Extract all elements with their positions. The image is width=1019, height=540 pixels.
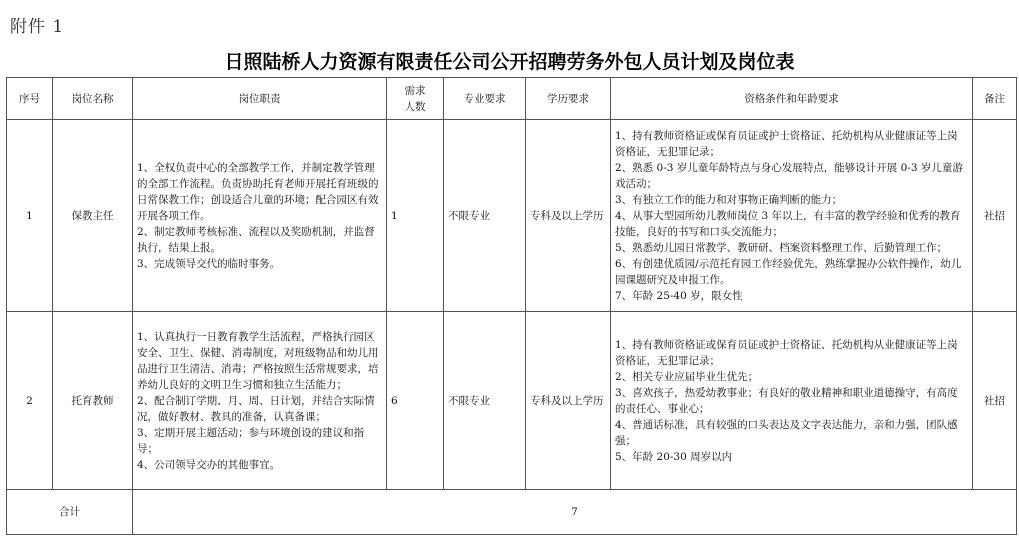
- duty-item: 3、定期开展主题活动；参与环境创设的建议和指导；: [137, 426, 365, 455]
- qualification-item: 7、年龄 25-40 岁，限女性: [615, 289, 743, 302]
- qualification-item: 4、普通话标准，具有较强的口头表达及文字表达能力，亲和力强，团队感强；: [615, 418, 958, 447]
- document-title: 日照陆桥人力资源有限责任公司公开招聘劳务外包人员计划及岗位表: [224, 51, 795, 73]
- row-count: 1: [387, 120, 444, 312]
- header-duties: 岗位职责: [133, 78, 387, 120]
- duty-item: 1、全权负责中心的全部教学工作，并制定教学管理的全部工作流程。负责协助托育老师开展托育班级的日常保教工作；创设适合儿童的环境；配合园区有效开展各项工作。: [137, 161, 379, 222]
- row-duties: [133, 312, 387, 489]
- qualification-item: 3、有独立工作的能力和对事物正确判断的能力；: [615, 193, 843, 206]
- qualification-item: 1、持有教师资格证或保育员证或护士资格证、托幼机构从业健康证等上岗资格证，无犯罪记录；: [615, 338, 958, 367]
- total-label: 合计: [7, 489, 133, 534]
- row-education: 专科及以上学历: [526, 120, 611, 312]
- qualification-item: 1、持有教师资格证或保育员证或护士资格证、托幼机构从业健康证等上岗资格证，无犯罪记录；: [615, 129, 958, 158]
- duty-item: 3、完成领导交代的临时事务。: [137, 257, 281, 270]
- duty-item: 4、公司领导交办的其他事宜。: [137, 458, 281, 471]
- appendix-label: 附件 1: [10, 17, 65, 37]
- row-position: 托育教师: [53, 312, 133, 489]
- qualification-item: 6、有创建优质园/示范托育园工作经验优先，熟练掌握办公软件操作，幼儿园课题研究及申报工作。: [615, 257, 962, 286]
- duty-item: 1、认真执行一日教育教学生活流程，严格执行园区安全、卫生、保健、消毒制度，对班级物品和幼儿用品进行卫生清洁、消毒；严格按照生活常规要求，培养幼儿良好的文明卫生习惯和独立生活能力；: [137, 330, 379, 391]
- table-row: [7, 312, 1017, 489]
- row-education: 专科及以上学历: [526, 312, 611, 489]
- qualification-item: 2、相关专业应届毕业生优先；: [615, 370, 759, 383]
- table-total-row: [7, 489, 1017, 534]
- row-qualifications: [611, 312, 973, 489]
- table-row: [7, 120, 1017, 312]
- header-seq: 序号: [7, 78, 53, 120]
- row-seq: 1: [7, 120, 53, 312]
- row-position: 保教主任: [53, 120, 133, 312]
- header-remark: 备注: [973, 78, 1017, 120]
- qualification-item: 3、喜欢孩子，热爱幼教事业；有良好的敬业精神和职业道德操守，有高度的责任心、事业心；: [615, 386, 958, 415]
- qualification-item: 2、熟悉 0-3 岁儿童年龄特点与身心发展特点，能够设计开展 0-3 岁儿童游戏活动；: [615, 161, 963, 190]
- qualification-item: 5、熟悉幼儿园日常教学、教研研、档案资料整理工作、后勤管理工作；: [615, 241, 948, 254]
- duty-item: 2、配合制订学期、月、周、日计划，并结合实际情况，做好教材、教具的准备，认真备课；: [137, 394, 375, 423]
- row-major: 不限专业: [444, 312, 526, 489]
- header-major: 专业要求: [444, 78, 526, 120]
- row-seq: 2: [7, 312, 53, 489]
- header-count-line2: 人数: [404, 100, 426, 113]
- header-count: [387, 78, 444, 120]
- header-qualifications: 资格条件和年龄要求: [611, 78, 973, 120]
- qualification-item: 4、从事大型园所幼儿教师岗位 3 年以上，有丰富的教学经验和优秀的教育技能，良好的书写和口头交流能力；: [615, 209, 961, 238]
- header-position: 岗位名称: [53, 78, 133, 120]
- row-remark: 社招: [973, 312, 1017, 489]
- table-header-row: [7, 78, 1017, 120]
- row-duties: [133, 120, 387, 312]
- duty-item: 2、制定教师考核标准、流程以及奖励机制，并监督执行，结果上报。: [137, 225, 375, 254]
- row-remark: 社招: [973, 120, 1017, 312]
- recruitment-plan-table: [6, 77, 1017, 535]
- row-count: 6: [387, 312, 444, 489]
- row-major: 不限专业: [444, 120, 526, 312]
- qualification-item: 5、年龄 20-30 周岁以内: [615, 450, 733, 463]
- row-qualifications: [611, 120, 973, 312]
- total-value: 7: [133, 489, 1017, 534]
- header-count-line1: 需求: [404, 84, 426, 97]
- header-education: 学历要求: [526, 78, 611, 120]
